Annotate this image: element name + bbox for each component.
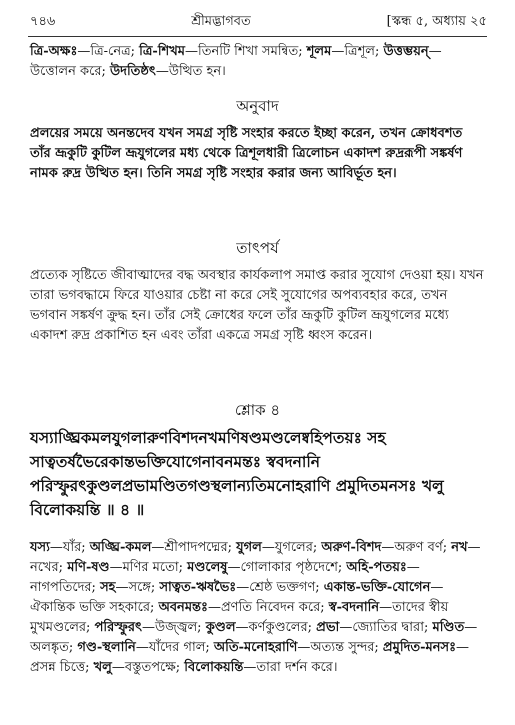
synonym-meaning: —যাঁর; xyxy=(49,540,90,555)
synonym-meaning: —ত্রিশূল; xyxy=(331,44,384,59)
purport-text: প্রত্যেক সৃষ্টিতে জীবাত্মাদের বদ্ধ অবস্থার কার্যকলাপ সমাপ্ত করার সুযোগ দেওয়া হয়। যখন তারা ভগবদ্ধামে ফিরে যাওয়ার চেষ্টা না করে সেই সুযোগের অপব্যবহার করে, তখন ভগবান সঙ্কর্ষণ ক্রুদ্ধ হন। তাঁর সেই ক্রোধের ফলে তাঁর ভ্রূকুটি কুটিল ভ্রূযুগলের মধ্যে একাদশ রুদ্র প্রকাশিত হন এবং তাঁরা একত্রে সমগ্র সৃষ্টি ধ্বংস করেন। xyxy=(30,268,484,343)
synonym-word: গণ্ড-স্থলানি xyxy=(77,640,136,655)
translation-heading: অনুবাদ xyxy=(236,97,279,115)
synonym-meaning: —ত্রি-নেত্র; xyxy=(77,44,140,59)
synonym-meaning: —নখের; xyxy=(30,540,481,575)
purport-section xyxy=(30,238,485,378)
synonym-word: একান্ত-ভক্তি-যোগেন xyxy=(323,580,431,595)
synonym-word: মণি-ষণ্ড xyxy=(67,560,110,575)
verse-heading: শ্লোক ৪ xyxy=(234,401,281,419)
header-rule xyxy=(28,36,487,37)
page-header xyxy=(30,12,487,32)
synonym-word: অতি-মনোহরাণি xyxy=(213,640,298,655)
synonym-meaning: —শ্রেষ্ঠ ভক্তগণ; xyxy=(236,580,324,595)
synonym-word: প্রমুদিত-মনসঃ xyxy=(382,640,457,655)
synonym-meaning: —শ্রীপাদপদ্মের; xyxy=(151,540,237,555)
page-number: ৭৪৬ xyxy=(30,13,56,29)
synonym-meaning: —সঙ্গে; xyxy=(115,580,160,595)
synonym-word: বিলোকয়ন্তি xyxy=(184,660,244,675)
synonym-meaning: —তিনটি শিখা সমন্বিত; xyxy=(185,44,307,59)
synonym-word: যুগল xyxy=(236,540,262,555)
synonym-word: স্ব-বদনানি xyxy=(328,600,380,615)
synonym-word: প্রভা xyxy=(316,620,340,635)
synonym-meaning: —প্রণতি নিবেদন করে; xyxy=(207,600,329,615)
synonym-word: ত্রি-অক্ষঃ xyxy=(30,44,78,59)
synonym-word: অঙ্ঘ্রি-কমল xyxy=(89,540,152,555)
synonym-word: সহ xyxy=(100,580,116,595)
synonym-meaning: —উত্থিত হন। xyxy=(155,64,226,79)
top-synonyms xyxy=(30,42,485,82)
canto-chapter: [স্কন্ধ ৫, অধ্যায় ২৫ xyxy=(386,13,487,29)
translation-text: প্রলয়ের সময়ে অনন্তদেব যখন সমগ্র সৃষ্টি সংহার করতে ইচ্ছা করেন, তখন ক্রোধবশত তাঁর ভ্রূকুটি কুটিল ভ্রূযুগলের মধ্য থেকে ত্রিশূলধারী ত্রিলোচন একাদশ রুদ্ররূপী সঙ্কর্ষণ নামক রুদ্র উত্থিত হন। তিনি সমগ্র সৃষ্টি সংহার করার জন্য আবির্ভূত হন। xyxy=(30,126,463,181)
synonym-meaning: —বস্তুতপক্ষে; xyxy=(111,660,185,675)
purport-heading: তাৎপর্য xyxy=(236,239,279,257)
synonym-word: ত্রি-শিখম xyxy=(139,44,185,59)
synonym-meaning: —জ্যোতির দ্বারা; xyxy=(339,620,433,635)
synonym-word: খলু xyxy=(93,660,112,675)
synonym-meaning: —তাদের স্বীয় মুখমণ্ডলের; xyxy=(30,600,449,635)
word-synonyms xyxy=(30,538,485,678)
synonym-meaning: —যুগলের; xyxy=(261,540,322,555)
synonym-word: মণ্ডলেষু xyxy=(187,560,228,575)
synonym-word: পরিস্ফুরৎ xyxy=(94,620,142,635)
synonym-word: মণ্ডিত xyxy=(432,620,465,635)
synonym-meaning: —নাগপতিদের; xyxy=(30,560,420,595)
verse-text: যস্যাঙ্ঘ্রিকমলযুগলারুণবিশদনখমণিষণ্ডমণ্ডলেষ্বহিপতয়ঃ সহ সাত্বতর্ষভৈরেকান্তভক্তিযোগেনাবনমন্তঃ স্ববদনানি পরিস্ফুরৎকুণ্ডলপ্রভামণ্ডিতগণ্ডস্থলান্যতিমনোহরাণি প্রমুদিতমনসঃ খলু বিলোকয়ন্তি ॥ ৪ ॥ xyxy=(30,428,444,519)
book-title: শ্রীমদ্ভাগবত xyxy=(191,13,251,29)
synonym-word: নখ xyxy=(451,540,468,555)
synonym-word: শূলম xyxy=(306,44,332,59)
synonym-meaning: —তারা দর্শন করে। xyxy=(243,660,338,675)
synonym-meaning: —যাঁদের গাল; xyxy=(135,640,214,655)
synonym-meaning: —উত্তোলন করে; xyxy=(30,44,442,79)
synonym-word: অহি-পতয়ঃ xyxy=(346,560,407,575)
synonym-word: অরুণ-বিশদ xyxy=(321,540,382,555)
synonym-meaning: —গোলাকার পৃষ্ঠদেশে; xyxy=(227,560,347,575)
synonym-meaning: —উজ্জ্বল; xyxy=(141,620,206,635)
synonym-word: যস্য xyxy=(30,540,50,555)
synonym-meaning: —কর্ণকুণ্ডলের; xyxy=(235,620,317,635)
synonym-meaning: —অরুণ বর্ণ; xyxy=(381,540,452,555)
synonym-word: সাত্বত-ঋষভৈঃ xyxy=(159,580,237,595)
synonym-meaning: —মণির মতো; xyxy=(109,560,188,575)
synonym-meaning: —প্রসন্ন চিত্তে; xyxy=(30,640,470,675)
synonym-word: অবনমন্তঃ xyxy=(158,600,208,615)
synonym-meaning: —অত্যন্ত সুন্দর; xyxy=(297,640,383,655)
synonym-word: কুণ্ডল xyxy=(205,620,236,635)
synonym-word: উত্তম্ভয়ন্ xyxy=(383,44,429,59)
synonym-word: উদতিষ্ঠৎ xyxy=(109,64,156,79)
synonym-meaning: —ঐকান্তিক ভক্তি সহকারে; xyxy=(30,580,444,615)
synonym-meaning: —অলঙ্কৃত; xyxy=(30,620,478,655)
